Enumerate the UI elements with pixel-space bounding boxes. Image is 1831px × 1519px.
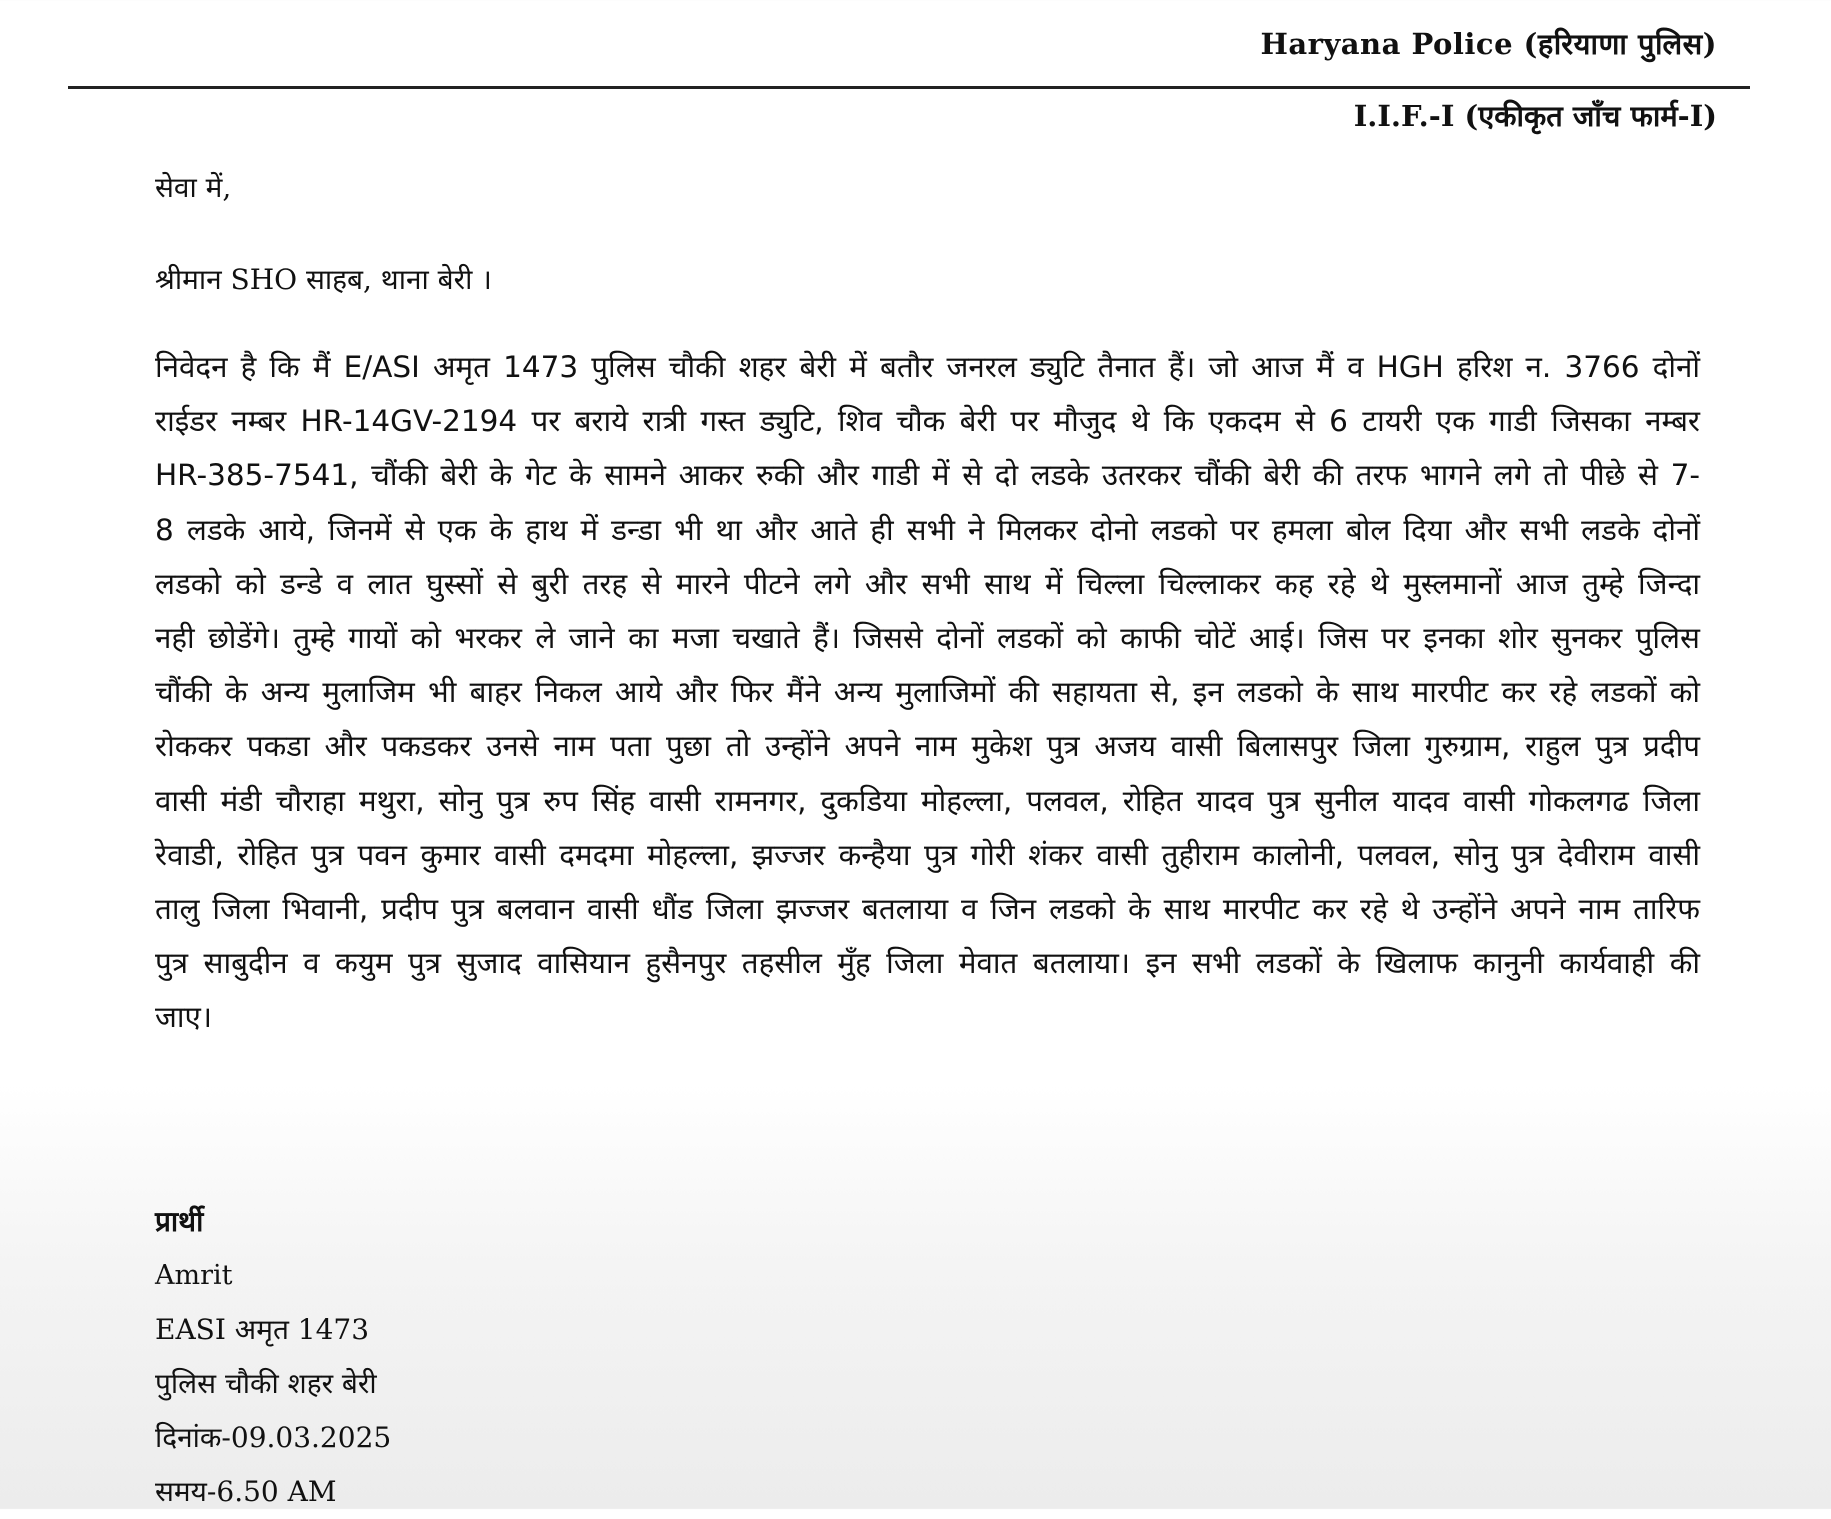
signature-name: Amrit <box>155 1260 233 1291</box>
header-divider <box>68 86 1750 89</box>
signature-time: समय-6.50 AM <box>155 1475 337 1508</box>
signature-label: प्रार्थी <box>155 1205 204 1238</box>
signature-post: पुलिस चौकी शहर बेरी <box>155 1367 377 1400</box>
letter-addressee: श्रीमान SHO साहब, थाना बेरी । <box>155 263 492 296</box>
signature-designation: EASI अमृत 1473 <box>155 1313 370 1346</box>
header-organization: Haryana Police (हरियाणा पुलिस) <box>1260 27 1717 61</box>
letter-body: निवेदन है कि मैं E/ASI अमृत 1473 पुलिस चौकी शहर बेरी में बतौर जनरल ड्युटि तैनात हैं। जो आज मैं व HGH हरिश न. 3766 दोनों राईडर नम्बर HR-14GV-2194 पर बराये रात्री गस्त ड्युटि, शिव चौक बेरी पर मौजुद थे कि एकदम से 6 टायरी एक गाडी जिसका नम्बर HR-385-7541, चौंकी बेरी के गेट के सामने आकर रुकी और गाडी में से दो लडके उतरकर चौंकी बेरी की तरफ भागने लगे तो पीछे से 7-8 लडके आये, जिनमें से एक के हाथ में डन्डा भी था और आते ही सभी ने मिलकर दोनो लडको पर हमला बोल दिया और सभी लडके दोनों लडको को डन्डे व लात घुस्सों से बुरी तरह से मारने पीटने लगे और सभी साथ में चिल्ला चिल्लाकर कह रहे थे मुस्लमानों आज तुम्हे जिन्दा नही छोडेंगे। तुम्हे गायों को भरकर ले जाने का मजा चखाते हैं। जिससे दोनों लडकों को काफी चोटें आई। जिस पर इनका शोर सुनकर पुलिस चौंकी के अन्य मुलाजिम भी बाहर निकल आये और फिर मैंने अन्य मुलाजिमों की सहायता से, इन लडको के साथ मारपीट कर रहे लडकों को रोककर पकडा और पकडकर उनसे नाम पता पुछा तो उन्होंने अपने नाम मुकेश पुत्र अजय वासी बिलासपुर जिला गुरुग्राम, राहुल पुत्र प्रदीप वासी मंडी चौराहा मथुरा, सोनु पुत्र रुप सिंह वासी रामनगर, दुकडिया मोहल्ला, पलवल, रोहित यादव पुत्र सुनील यादव वासी गोकलगढ जिला रेवाडी, रोहित पुत्र पवन कुमार वासी दमदमा मोहल्ला, झज्जर कन्हैया पुत्र गोरी शंकर वासी तुहीराम कालोनी, पलवल, सोनु पुत्र देवीराम वासी तालु जिला भिवानी, प्रदीप पुत्र बलवान वासी धौंड जिला झज्जर बतलाया व जिन लडको के साथ मारपीट कर रहे थे उन्होंने अपने नाम तारिफ पुत्र साबुदीन व कयुम पुत्र सुजाद वासियान हुसैनपुर तहसील मुँह जिला मेवात बतलाया। इन सभी लडकों के खिलाफ कानुनी कार्यवाही की जाए। <box>155 350 1700 1035</box>
signature-block <box>155 1195 391 1519</box>
header-form-name: I.I.F.-I (एकीकृत जाँच फार्म-I) <box>1353 99 1717 133</box>
letter-salutation: सेवा में, <box>155 171 232 204</box>
signature-date: दिनांक-09.03.2025 <box>155 1421 392 1454</box>
